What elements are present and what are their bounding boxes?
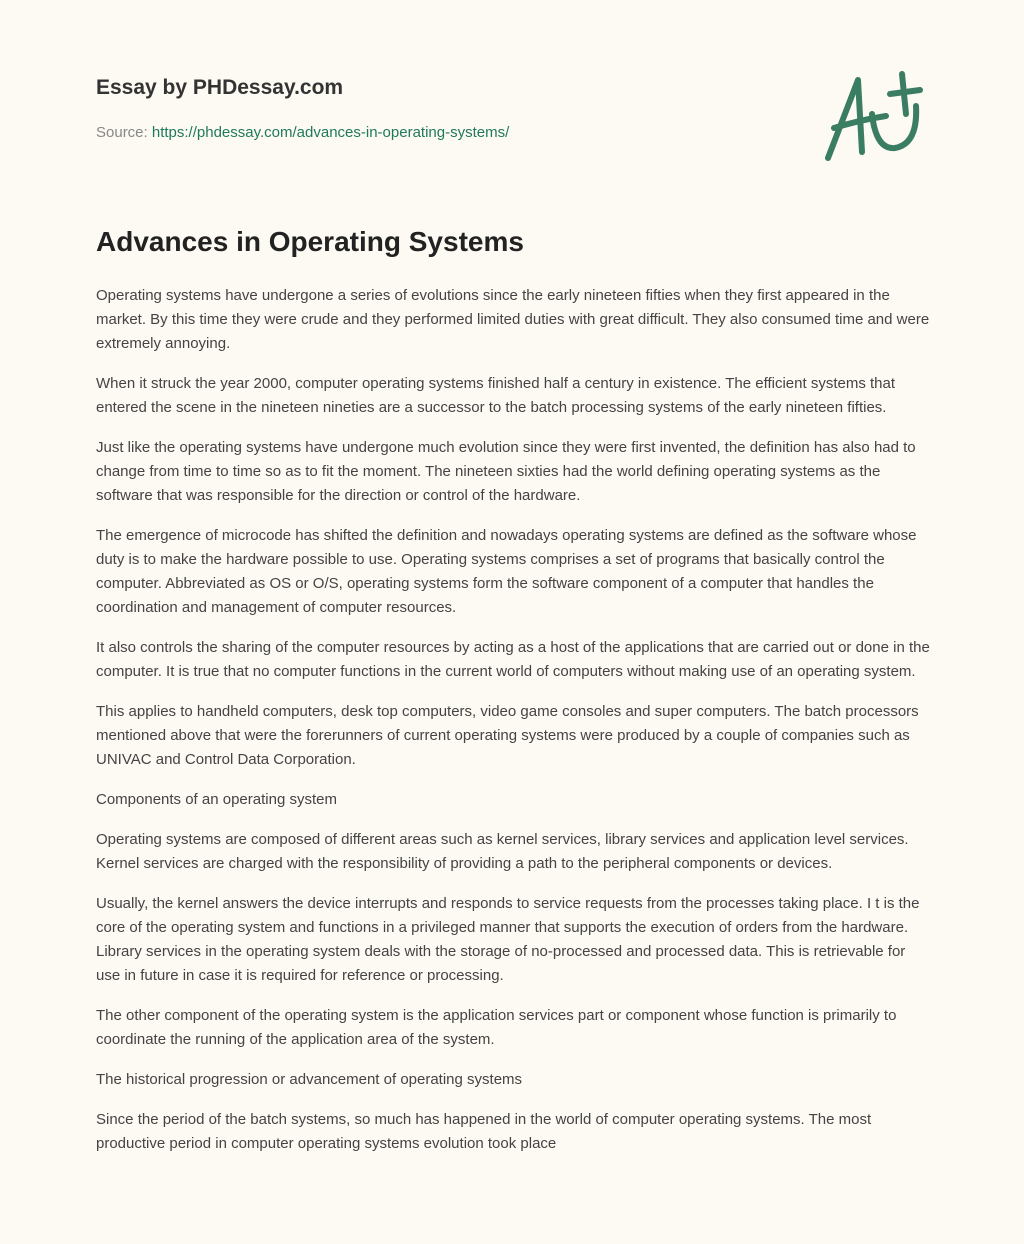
essay-body [96,284,931,1172]
paragraph: Usually, the kernel answers the device interrupts and responds to service requests from the processes taking place. I t is the core of the operating system and functions in a privileged manner that supports the execution of orders from the hardware. Library services in the operating system deals with the storage of no-processed and processed data. This is retrievable for use in future in case it is required for reference or processing. [96,895,920,984]
section-heading: Components of an operating system [96,791,337,808]
source-link[interactable]: https://phdessay.com/advances-in-operating-systems/ [151,124,510,141]
paragraph: When it struck the year 2000, computer operating systems finished half a century in existence. The efficient systems that entered the scene in the nineteen nineties are a successor to the batch processing systems of the early nineteen fifties. [96,375,896,416]
paragraph: The emergence of microcode has shifted the definition and nowadays operating systems are defined as the software whose duty is to make the hardware possible to use. Operating systems comprises a set of programs that basically control the computer. Abbreviated as OS or O/S, operating systems form the software component of a computer that handles the coordination and management of computer resources. [96,527,917,616]
paragraph: Just like the operating systems have undergone much evolution since they were first invented, the definition has also had to change from time to time so as to fit the moment. The nineteen sixties had the world defining operating systems as the software that was responsible for the direction or control of the hardware. [96,439,916,504]
brand-title: Essay by PHDessay.com [96,76,344,99]
source-label: Source: [96,124,148,141]
source-line [96,124,509,141]
paragraph: Operating systems have undergone a series of evolutions since the early nineteen fifties when they first appeared in the market. By this time they were crude and they performed limited duties with great difficult. They also consumed time and were extremely annoying. [96,287,930,352]
page-title: Advances in Operating Systems [96,226,524,257]
paragraph: This applies to handheld computers, desk top computers, video game consoles and super computers. The batch processors mentioned above that were the forerunners of current operating systems were produced by a couple of companies such as UNIVAC and Control Data Corporation. [96,703,919,768]
a-plus-logo-icon [820,70,930,165]
paragraph: The other component of the operating system is the application services part or component whose function is primarily to coordinate the running of the application area of the system. [96,1007,897,1048]
paragraph: Since the period of the batch systems, so much has happened in the world of computer operating systems. The most productive period in computer operating systems evolution took place [96,1111,872,1152]
paragraph: It also controls the sharing of the computer resources by acting as a host of the applications that are carried out or done in the computer. It is true that no computer functions in the current world of computers without making use of an operating system. [96,639,930,680]
section-heading: The historical progression or advancement of operating systems [96,1071,523,1088]
paragraph: Operating systems are composed of different areas such as kernel services, library services and application level services. Kernel services are charged with the responsibility of providing a path to the peripheral components or devices. [96,831,909,872]
